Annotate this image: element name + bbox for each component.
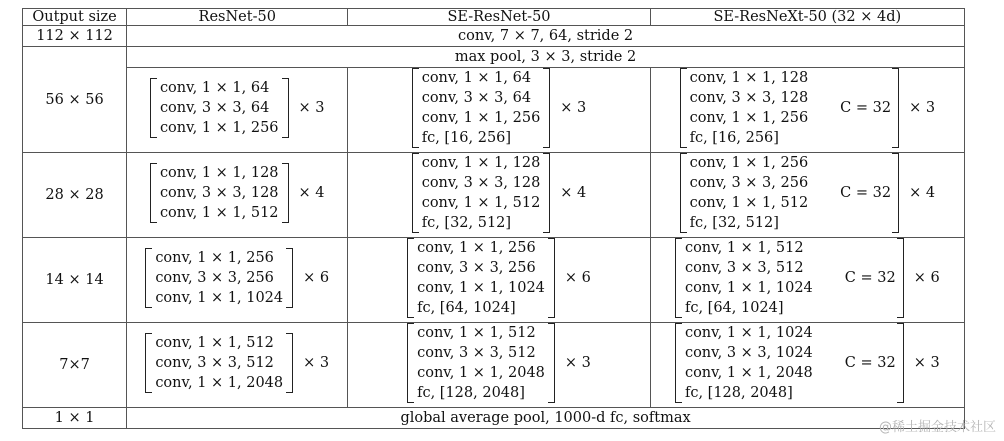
block-line: conv, 1 × 1, 256 — [689, 110, 809, 126]
header-row — [23, 9, 965, 26]
output-size-cell: 1 × 1 — [23, 408, 127, 429]
block-lines — [153, 333, 285, 393]
right-bracket — [892, 68, 899, 148]
header-se-resnext50: SE-ResNeXt-50 (32 × 4d) — [650, 9, 964, 26]
right-bracket — [282, 163, 289, 223]
block-line: conv, 1 × 1, 2048 — [684, 365, 813, 381]
maxpool-cell: max pool, 3 × 3, stride 2 — [127, 47, 965, 68]
repeat-count: × 3 — [303, 355, 330, 371]
repeat-count: × 4 — [298, 185, 325, 201]
se-resnext50-cell — [650, 68, 964, 153]
resnet50-block — [150, 78, 325, 138]
left-bracket — [412, 68, 419, 148]
block-line: fc, [128, 2048] — [417, 385, 525, 401]
block-lines — [420, 68, 543, 148]
block-line: conv, 1 × 1, 2048 — [155, 375, 284, 391]
left-bracket — [680, 153, 687, 233]
block-line: conv, 1 × 1, 2048 — [417, 365, 545, 381]
block-line: conv, 1 × 1, 512 — [159, 205, 279, 221]
repeat-count: × 4 — [909, 185, 936, 201]
block-line: conv, 1 × 1, 1024 — [684, 280, 813, 296]
se-resnext50-block — [675, 323, 940, 403]
right-bracket — [892, 153, 899, 233]
right-bracket — [286, 333, 293, 393]
block-line: fc, [16, 256] — [421, 130, 512, 146]
block-line: conv, 3 × 3, 128 — [689, 90, 809, 106]
output-size-cell: 112 × 112 — [23, 26, 127, 47]
resnet50-block — [145, 333, 329, 393]
resnet50-cell — [127, 238, 348, 323]
se-resnext50-cell — [650, 323, 964, 408]
block-lines — [158, 163, 281, 223]
repeat-count: × 3 — [560, 100, 587, 116]
block-line: conv, 1 × 1, 128 — [689, 70, 809, 86]
right-bracket — [543, 68, 550, 148]
left-bracket — [407, 238, 414, 318]
output-size-cell: 56 × 56 — [23, 47, 127, 153]
block-lines — [415, 323, 547, 403]
block-line: conv, 1 × 1, 256 — [159, 120, 279, 136]
block-line: conv, 1 × 1, 128 — [159, 165, 279, 181]
block-line: conv, 3 × 3, 512 — [417, 345, 536, 361]
block-line: conv, 1 × 1, 256 — [155, 250, 274, 266]
left-bracket — [150, 78, 157, 138]
output-size-cell: 14 × 14 — [23, 238, 127, 323]
output-size-cell: 28 × 28 — [23, 153, 127, 238]
block-line: conv, 1 × 1, 512 — [689, 195, 809, 211]
se-resnet50-block — [407, 238, 591, 318]
block-line: conv, 3 × 3, 256 — [417, 260, 536, 276]
se-resnext50-cell — [650, 153, 964, 238]
block-lines — [688, 68, 811, 148]
block-line: conv, 1 × 1, 512 — [155, 335, 274, 351]
repeat-count: × 6 — [913, 270, 940, 286]
right-bracket — [548, 238, 555, 318]
left-bracket — [150, 163, 157, 223]
block-line: fc, [16, 256] — [689, 130, 779, 146]
se-resnext50-block — [680, 153, 936, 233]
block-line: fc, [64, 1024] — [684, 300, 784, 316]
stage-row — [23, 153, 965, 238]
left-bracket — [675, 238, 682, 318]
resnet50-block — [150, 163, 325, 223]
block-line: conv, 3 × 3, 128 — [159, 185, 279, 201]
block-line: conv, 1 × 1, 128 — [421, 155, 541, 171]
block-line: conv, 3 × 3, 512 — [684, 260, 804, 276]
se-resnet50-block — [407, 323, 591, 403]
block-line: conv, 3 × 3, 64 — [421, 90, 532, 106]
block-line: conv, 1 × 1, 1024 — [684, 325, 813, 341]
block-line: conv, 3 × 3, 256 — [155, 270, 274, 286]
resnet50-cell — [127, 323, 348, 408]
right-bracket — [282, 78, 289, 138]
header-output-size: Output size — [23, 9, 127, 26]
final-cell: global average pool, 1000-d fc, softmax — [127, 408, 965, 429]
se-resnet50-cell — [348, 68, 650, 153]
right-bracket — [543, 153, 550, 233]
output-size-cell: 7×7 — [23, 323, 127, 408]
cardinality-label: C = 32 — [840, 185, 892, 201]
block-line: conv, 1 × 1, 512 — [421, 195, 541, 211]
se-resnet50-block — [412, 68, 587, 148]
block-lines — [158, 78, 281, 138]
repeat-count: × 3 — [564, 355, 591, 371]
se-resnext50-block — [680, 68, 936, 148]
block-line: conv, 3 × 3, 128 — [421, 175, 541, 191]
right-bracket — [548, 323, 555, 403]
left-bracket — [412, 153, 419, 233]
row-maxpool — [23, 47, 965, 68]
block-line: conv, 1 × 1, 512 — [417, 325, 536, 341]
block-line: conv, 1 × 1, 512 — [684, 240, 804, 256]
block-line: conv, 3 × 3, 512 — [155, 355, 274, 371]
block-line: fc, [32, 512] — [421, 215, 512, 231]
block-line: conv, 1 × 1, 256 — [417, 240, 536, 256]
resnet50-cell — [127, 68, 348, 153]
block-lines — [688, 153, 811, 233]
cardinality-label: C = 32 — [844, 270, 896, 286]
resnet50-cell — [127, 153, 348, 238]
block-line: conv, 1 × 1, 64 — [159, 80, 270, 96]
block-lines — [420, 153, 543, 233]
stage-row — [23, 323, 965, 408]
se-resnext50-cell — [650, 238, 964, 323]
block-line: conv, 3 × 3, 1024 — [684, 345, 813, 361]
block-line: conv, 1 × 1, 256 — [689, 155, 809, 171]
repeat-count: × 3 — [909, 100, 936, 116]
block-line: conv, 1 × 1, 256 — [421, 110, 541, 126]
repeat-count: × 6 — [303, 270, 330, 286]
left-bracket — [680, 68, 687, 148]
se-resnet50-cell — [348, 238, 650, 323]
se-resnet50-block — [412, 153, 587, 233]
block-line: conv, 1 × 1, 1024 — [155, 290, 284, 306]
row-final — [23, 408, 965, 429]
left-bracket — [407, 323, 414, 403]
se-resnext50-block — [675, 238, 940, 318]
block-line: conv, 1 × 1, 1024 — [417, 280, 545, 296]
header-se-resnet50: SE-ResNet-50 — [348, 9, 650, 26]
watermark: @稀土掘金技术社区 — [878, 420, 996, 435]
block-line: fc, [128, 2048] — [684, 385, 793, 401]
cardinality-label: C = 32 — [844, 355, 896, 371]
row-112 — [23, 26, 965, 47]
repeat-count: × 4 — [560, 185, 587, 201]
block-line: conv, 3 × 3, 256 — [689, 175, 809, 191]
left-bracket — [675, 323, 682, 403]
cardinality-label: C = 32 — [840, 100, 892, 116]
block-line: conv, 1 × 1, 64 — [421, 70, 532, 86]
repeat-count: × 6 — [564, 270, 591, 286]
block-line: fc, [32, 512] — [689, 215, 779, 231]
architecture-table — [22, 8, 965, 429]
left-bracket — [145, 248, 152, 308]
repeat-count: × 3 — [913, 355, 940, 371]
se-resnet50-cell — [348, 153, 650, 238]
repeat-count: × 3 — [298, 100, 325, 116]
block-lines — [683, 238, 815, 318]
right-bracket — [897, 238, 904, 318]
conv1-cell: conv, 7 × 7, 64, stride 2 — [127, 26, 965, 47]
block-lines — [153, 248, 285, 308]
header-resnet50: ResNet-50 — [127, 9, 348, 26]
block-line: conv, 3 × 3, 64 — [159, 100, 270, 116]
se-resnet50-cell — [348, 323, 650, 408]
block-lines — [415, 238, 547, 318]
block-lines — [683, 323, 815, 403]
block-line: fc, [64, 1024] — [417, 300, 516, 316]
resnet50-block — [145, 248, 329, 308]
right-bracket — [897, 323, 904, 403]
right-bracket — [286, 248, 293, 308]
stage-row — [23, 68, 965, 153]
left-bracket — [145, 333, 152, 393]
stage-row — [23, 238, 965, 323]
